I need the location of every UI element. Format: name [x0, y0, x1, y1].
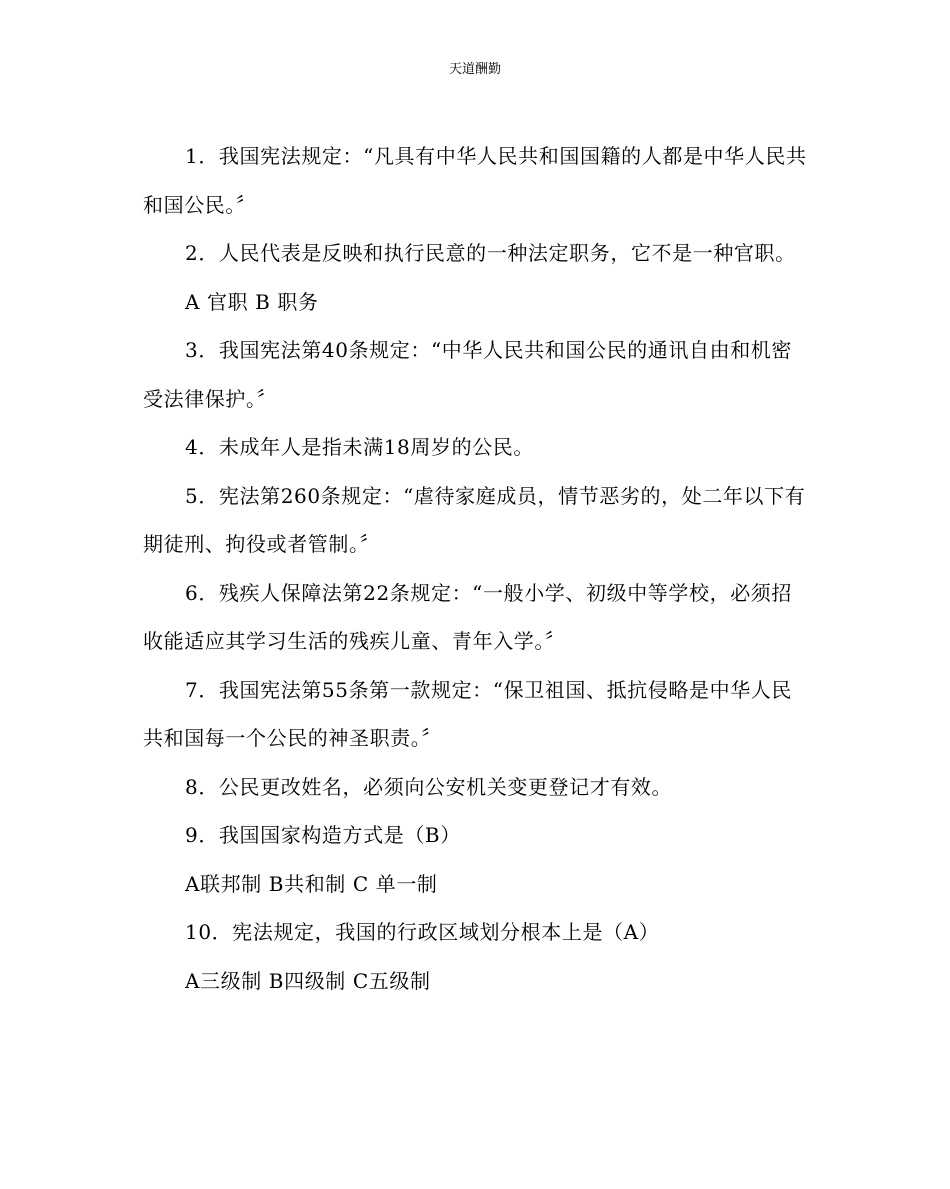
- paragraph-q9-options: A联邦制 B共和制 C 单一制: [185, 871, 438, 896]
- paragraph-q10: 10．宪法规定，我国的行政区域划分根本上是（A）: [185, 920, 660, 944]
- paragraph-q8: 8．公民更改姓名，必须向公安机关变更登记才有效。: [185, 774, 673, 799]
- paragraph-q9: 9．我国国家构造方式是（B）: [185, 823, 461, 847]
- paragraph-q4: 4．未成年人是指未满18周岁的公民。: [185, 435, 534, 459]
- paragraph-q3: 3．我国宪法第40条规定：“中华人民共和国公民的通讯自由和机密受法律保护。〞: [143, 338, 792, 411]
- paragraph-q1: 1．我国宪法规定：“凡具有中华人民共和国国籍的人都是中华人民共和国公民。〞: [143, 144, 807, 217]
- paragraph-q6: 6．残疾人保障法第22条规定：“一般小学、初级中等学校，必须招收能适应其学习生活的残疾儿童、青年入学。〞: [143, 580, 792, 653]
- paragraph-q7: 7．我国宪法第55条第一款规定：“保卫祖国、抵抗侵略是中华人民共和国每一个公民的神圣职责。〞: [143, 677, 792, 750]
- page-header: 天道酬勤: [448, 62, 501, 77]
- paragraph-q2: 2．人民代表是反映和执行民意的一种法定职务，它不是一种官职。: [185, 241, 796, 265]
- paragraph-q5: 5．宪法第260条规定：“虐待家庭成员，情节恶劣的，处二年以下有期徒刑、拘役或者管制。〞: [143, 483, 806, 556]
- paragraph-q2-options: A 官职 B 职务: [185, 289, 319, 314]
- paragraph-q10-options: A三级制 B四级制 C五级制: [185, 968, 431, 993]
- document-body: [143, 132, 808, 1005]
